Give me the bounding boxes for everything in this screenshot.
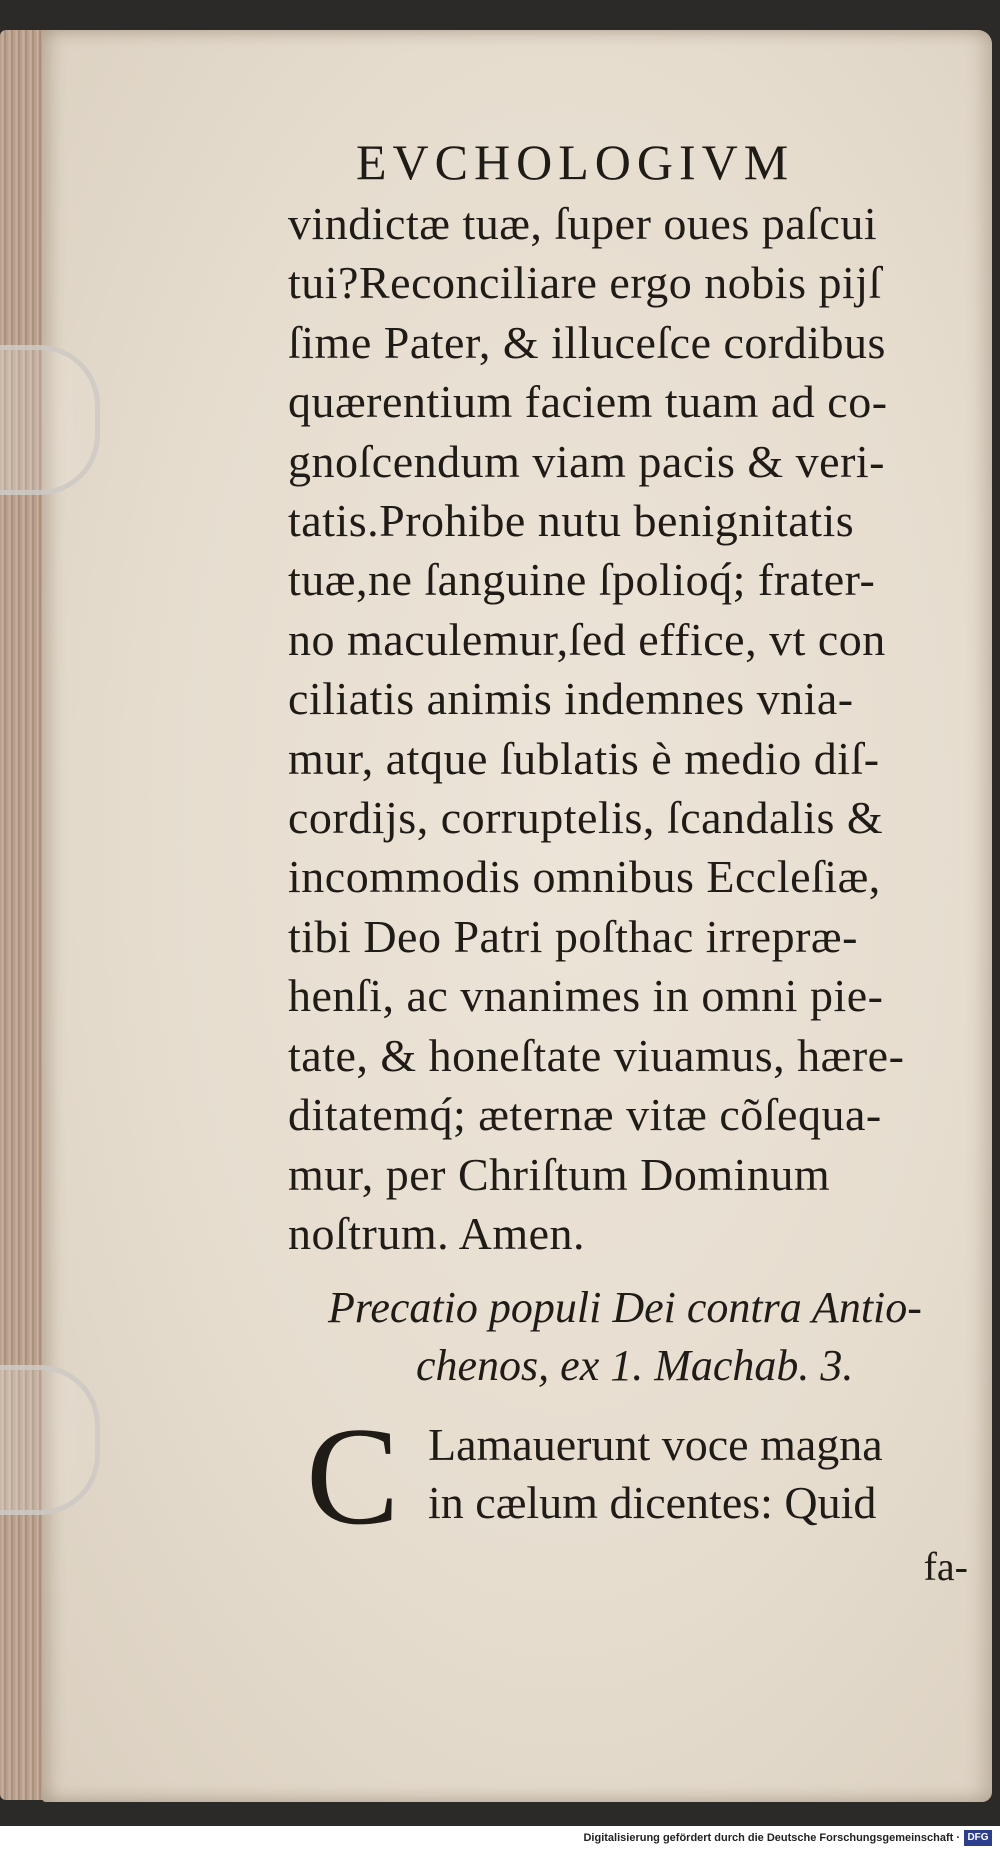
- text-line: tui?Reconciliare ergo nobis pijſ: [288, 257, 882, 309]
- text-line: cordijs, corruptelis, ſcandalis &: [288, 792, 884, 844]
- text-line: gnoſcendum viam pacis & veri-: [288, 435, 886, 487]
- glass-clip-bottom: [0, 1365, 100, 1515]
- running-head: EVCHOLOGIVM: [356, 134, 795, 190]
- prayer-heading-line-1: Precatio populi Dei contra Antio-: [328, 1283, 922, 1333]
- text-line: quærentium faciem tuam ad co-: [288, 376, 888, 428]
- digitization-credit: Digitalisierung gefördert durch die Deutsche Forschungsgemeinschaft ·: [583, 1832, 960, 1844]
- text-line: tibi Deo Patri poſthac irrepræ-: [288, 910, 858, 962]
- text-line: ditatemq́; æternæ vitæ cõſequa-: [288, 1089, 882, 1141]
- text-line: henſi, ac vnanimes in omni pie-: [288, 970, 884, 1022]
- text-line: tuæ,ne ſanguine ſpolioq́; frater-: [288, 554, 876, 606]
- text-line: mur, per Chriſtum Dominum: [288, 1148, 831, 1200]
- text-line: ciliatis animis indemnes vnia-: [288, 673, 854, 725]
- text-line: in cælum dicentes: Quid: [428, 1477, 877, 1529]
- drop-cap-initial: C: [306, 1399, 400, 1555]
- text-line: tate, & honeſtate viuamus, hære-: [288, 1029, 905, 1081]
- text-line: ſime Pater, & illuceſce cordibus: [288, 316, 886, 368]
- text-line: no maculemur,ſed effice, vt con: [288, 613, 886, 665]
- glass-clip-top: [0, 345, 100, 495]
- text-line: vindictæ tuæ, ſuper oues paſcui: [288, 198, 878, 249]
- text-line: incommodis omnibus Eccleſiæ,: [288, 851, 881, 903]
- page-text-block: [288, 132, 968, 1593]
- text-line: noſtrum. Amen.: [288, 1207, 586, 1259]
- text-line: Lamauerunt voce magna: [428, 1419, 883, 1471]
- prayer-heading-line-2: chenos, ex 1. Machab. 3.: [416, 1341, 854, 1391]
- text-line: mur, atque ſublatis è medio diſ-: [288, 732, 880, 784]
- catchword: fa-: [923, 1544, 968, 1590]
- dfg-logo: DFG: [964, 1830, 992, 1846]
- text-line: tatis.Prohibe nutu benignitatis: [288, 495, 855, 547]
- initial-paragraph: [288, 1399, 968, 1555]
